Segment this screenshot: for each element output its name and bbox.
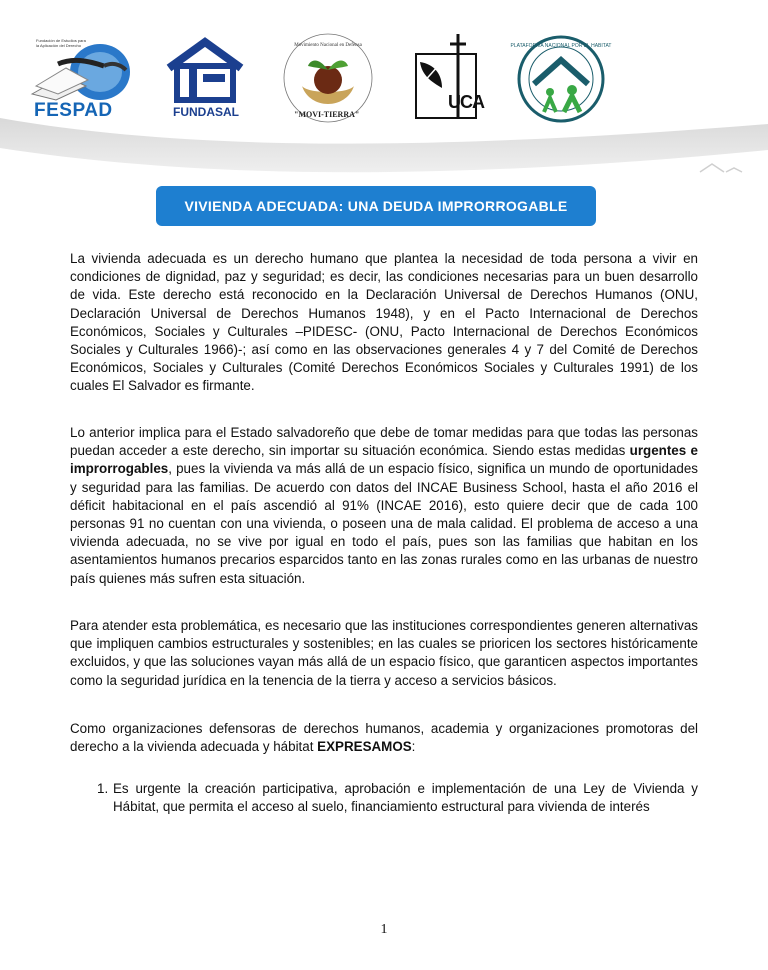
page-number: 1 <box>380 922 388 937</box>
paragraph-2-bold: urgentes e improrrogables <box>70 443 698 477</box>
paragraph-2-text-b: , pues la vivienda va más allá de un espacio físico, significa un mundo de oportunidades y seguridad para las familias. De acuerdo con datos del INCAE Business School, hasta el año 2016 el déficit habitacional en el país ascendió al 91% (INCAE 2016), esto quiere decir que de cada 100 personas 91 no cuentan con una vivienda, o poseen una de mala calidad. El problema de acceso a una vivienda adecuada, no se vive por igual en todo el país, pues son las familias que habitan en los asentamientos humanos precarios esparcidos tanto en las zonas rurales como en las urbanas de nuestro país quienes más sufren esta situación. <box>70 461 698 586</box>
paragraph-3-text: Para atender esta problemática, es necesario que las instituciones correspondientes generen alternativas que impliquen cambios estructurales y sostenibles; en las cuales se prioricen los sectores históricamente excluidos, y que las soluciones vayan más allá de un espacio físico, que garanticen aspectos importantes como la seguridad jurídica en la tenencia de la tierra y acceso a servicios básicos. <box>70 618 698 688</box>
fespad-tagline: Fundación de Estudios para la Aplicación del Derecho <box>36 38 86 48</box>
fespad-logo <box>28 36 132 122</box>
fundasal-logo <box>165 38 245 122</box>
svg-text:Movimiento Nacional en Defensa: Movimiento Nacional en Defensa <box>294 43 362 48</box>
list-item <box>70 780 698 816</box>
paragraph-4 <box>70 720 698 756</box>
uca-logo <box>412 32 484 124</box>
paragraph-2 <box>70 424 698 588</box>
plataforma-habitat-logo <box>510 34 612 124</box>
movitierra-logo <box>272 30 384 126</box>
paragraph-4-bold: EXPRESAMOS <box>317 739 412 755</box>
paragraph-3 <box>70 617 698 690</box>
uca-label: UCA <box>448 92 484 112</box>
svg-text:PLATAFORMA NACIONAL POR EL HAB: PLATAFORMA NACIONAL POR EL HABITAT <box>510 43 612 49</box>
paragraph-2-text-a: Lo anterior implica para el Estado salvadoreño que debe de tomar medidas para que todas las personas puedan acceder a este derecho, sin importar su situación económica. Siendo estas medidas <box>70 425 698 459</box>
movitierra-label: "MOVI-TIERRA" <box>294 110 360 119</box>
fundasal-label: FUNDASAL <box>173 105 239 119</box>
fespad-label: FESPAD <box>34 100 113 121</box>
paragraph-4-text-a: Como organizaciones defensoras de derechos humanos, academia y organizaciones promotoras del derecho a la vivienda adecuada y hábitat <box>70 721 698 755</box>
paragraph-4-text-b: : <box>411 739 416 755</box>
list-item-text: Es urgente la creación participativa, aprobación e implementación de una Ley de Vivienda y Hábitat, que permita el acceso al suelo, financiamiento estructural para vivienda de interés <box>113 781 698 815</box>
paragraph-1 <box>70 250 698 396</box>
paragraph-1-text: La vivienda adecuada es un derecho humano que plantea la necesidad de toda persona a vivir en condiciones de dignidad, paz y seguridad; es decir, las condiciones necesarias para un buen desarrollo de vida. Este derecho está reconocido en la Declaración Universal de Derechos Humanos (ONU, Declaración Universal de Derechos Humanos 1948), y en el Pacto Internacional de Derechos Económicos, Sociales y Culturales –PIDESC- (ONU, Pacto Internacional de Derechos Económicos Sociales y Culturales 1966)-; así como en las observaciones generales 4 y 7 del Comité de Derechos Económicos, Sociales y Culturales (Comité Derechos Económicos Sociales y Culturales 1991) de los cuales El Salvador es firmante. <box>70 251 698 394</box>
document-title: VIVIENDA ADECUADA: UNA DEUDA IMPRORROGABLE <box>156 186 596 226</box>
list-item-number: 1. <box>97 781 109 796</box>
